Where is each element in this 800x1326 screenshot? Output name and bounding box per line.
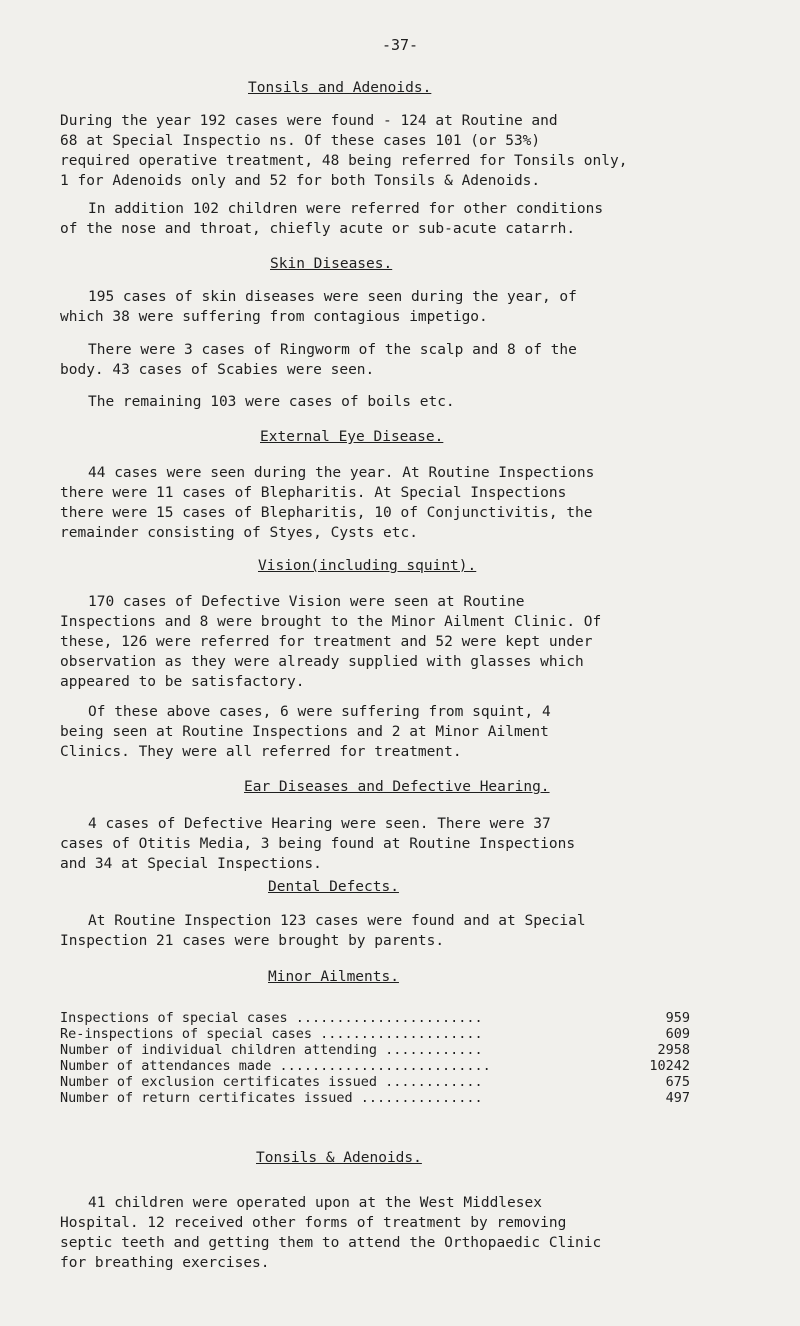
row-value: 10242 — [649, 1058, 690, 1074]
paragraph-defective-vision — [60, 592, 750, 692]
text-line: of the nose and throat, chiefly acute or sub-acute catarrh. — [60, 221, 576, 237]
row-label: Number of exclusion certificates issued ............ — [60, 1074, 483, 1090]
row-label: Re-inspections of special cases .................... — [60, 1026, 483, 1042]
text-line: During the year 192 cases were found - 124 at Routine and — [60, 113, 558, 129]
text-line: observation as they were already supplied with glasses which — [60, 654, 584, 670]
text-line: body. 43 cases of Scabies were seen. — [60, 362, 375, 378]
text-line: Inspection 21 cases were brought by parents. — [60, 933, 445, 949]
paragraph-squint — [60, 702, 750, 762]
row-value: 675 — [665, 1074, 690, 1090]
row-value: 2958 — [657, 1042, 690, 1058]
text-line: 170 cases of Defective Vision were seen at Routine — [88, 594, 525, 610]
paragraph-eye-cases — [60, 463, 750, 543]
heading-tonsils-adenoids: Tonsils and Adenoids. — [248, 80, 432, 96]
paragraph-other-conditions — [60, 199, 750, 239]
text-line: required operative treatment, 48 being referred for Tonsils only, — [60, 153, 628, 169]
row-label: Number of attendances made .......................... — [60, 1058, 491, 1074]
text-line: Inspections and 8 were brought to the Minor Ailment Clinic. Of — [60, 614, 602, 630]
page-number: -37- — [381, 36, 419, 54]
paragraph-operations — [60, 1193, 750, 1273]
text-line: and 34 at Special Inspections. — [60, 856, 322, 872]
row-label: Number of return certificates issued ............... — [60, 1090, 483, 1106]
paragraph-ringworm-scabies — [60, 340, 750, 380]
heading-ear-diseases: Ear Diseases and Defective Hearing. — [244, 779, 550, 795]
minor-ailments-table — [60, 1010, 750, 1106]
text-line: being seen at Routine Inspections and 2 at Minor Ailment — [60, 724, 549, 740]
paragraph-ear-cases — [60, 814, 750, 874]
text-line: Of these above cases, 6 were suffering from squint, 4 — [88, 704, 551, 720]
row-value: 609 — [665, 1026, 690, 1042]
heading-skin-diseases: Skin Diseases. — [270, 256, 393, 272]
text-line: 44 cases were seen during the year. At Routine Inspections — [88, 465, 595, 481]
paragraph-boils — [60, 392, 750, 412]
paragraph-skin-cases — [60, 287, 750, 327]
text-line: 41 children were operated upon at the West Middlesex — [88, 1195, 542, 1211]
row-value: 959 — [665, 1010, 690, 1026]
text-line: There were 3 cases of Ringworm of the scalp and 8 of the — [88, 342, 577, 358]
text-line: cases of Otitis Media, 3 being found at Routine Inspections — [60, 836, 576, 852]
heading-minor-ailments: Minor Ailments. — [268, 969, 399, 985]
text-line: 1 for Adenoids only and 52 for both Tonsils & Adenoids. — [60, 173, 541, 189]
row-value: 497 — [665, 1090, 690, 1106]
paragraph-tonsils-cases — [60, 111, 750, 191]
text-line: 195 cases of skin diseases were seen during the year, of — [88, 289, 577, 305]
table-row — [60, 1026, 750, 1042]
text-line: which 38 were suffering from contagious impetigo. — [60, 309, 488, 325]
text-line: In addition 102 children were referred for other conditions — [88, 201, 604, 217]
table-row — [60, 1010, 750, 1026]
text-line: septic teeth and getting them to attend the Orthopaedic Clinic — [60, 1235, 602, 1251]
paragraph-dental-cases — [60, 911, 750, 951]
table-row — [60, 1058, 750, 1074]
table-row — [60, 1042, 750, 1058]
table-row — [60, 1090, 750, 1106]
heading-vision: Vision(including squint). — [258, 558, 477, 574]
text-line: there were 15 cases of Blepharitis, 10 of Conjunctivitis, the — [60, 505, 593, 521]
heading-external-eye-disease: External Eye Disease. — [260, 429, 444, 445]
row-label: Inspections of special cases ....................... — [60, 1010, 483, 1026]
text-line: appeared to be satisfactory. — [60, 674, 305, 690]
text-line: these, 126 were referred for treatment and 52 were kept under — [60, 634, 593, 650]
text-line: 68 at Special Inspectio ns. Of these cases 101 (or 53%) — [60, 133, 541, 149]
heading-dental-defects: Dental Defects. — [268, 879, 399, 895]
text-line: Clinics. They were all referred for treatment. — [60, 744, 462, 760]
text-line: The remaining 103 were cases of boils etc. — [88, 394, 455, 410]
text-line: At Routine Inspection 123 cases were found and at Special — [88, 913, 586, 929]
table-row — [60, 1074, 750, 1090]
text-line: Hospital. 12 received other forms of treatment by removing — [60, 1215, 567, 1231]
text-line: for breathing exercises. — [60, 1255, 270, 1271]
heading-tonsils-adenoids-operations: Tonsils & Adenoids. — [256, 1150, 422, 1166]
text-line: 4 cases of Defective Hearing were seen. There were 37 — [88, 816, 551, 832]
text-line: there were 11 cases of Blepharitis. At Special Inspections — [60, 485, 567, 501]
text-line: remainder consisting of Styes, Cysts etc. — [60, 525, 418, 541]
row-label: Number of individual children attending ............ — [60, 1042, 483, 1058]
